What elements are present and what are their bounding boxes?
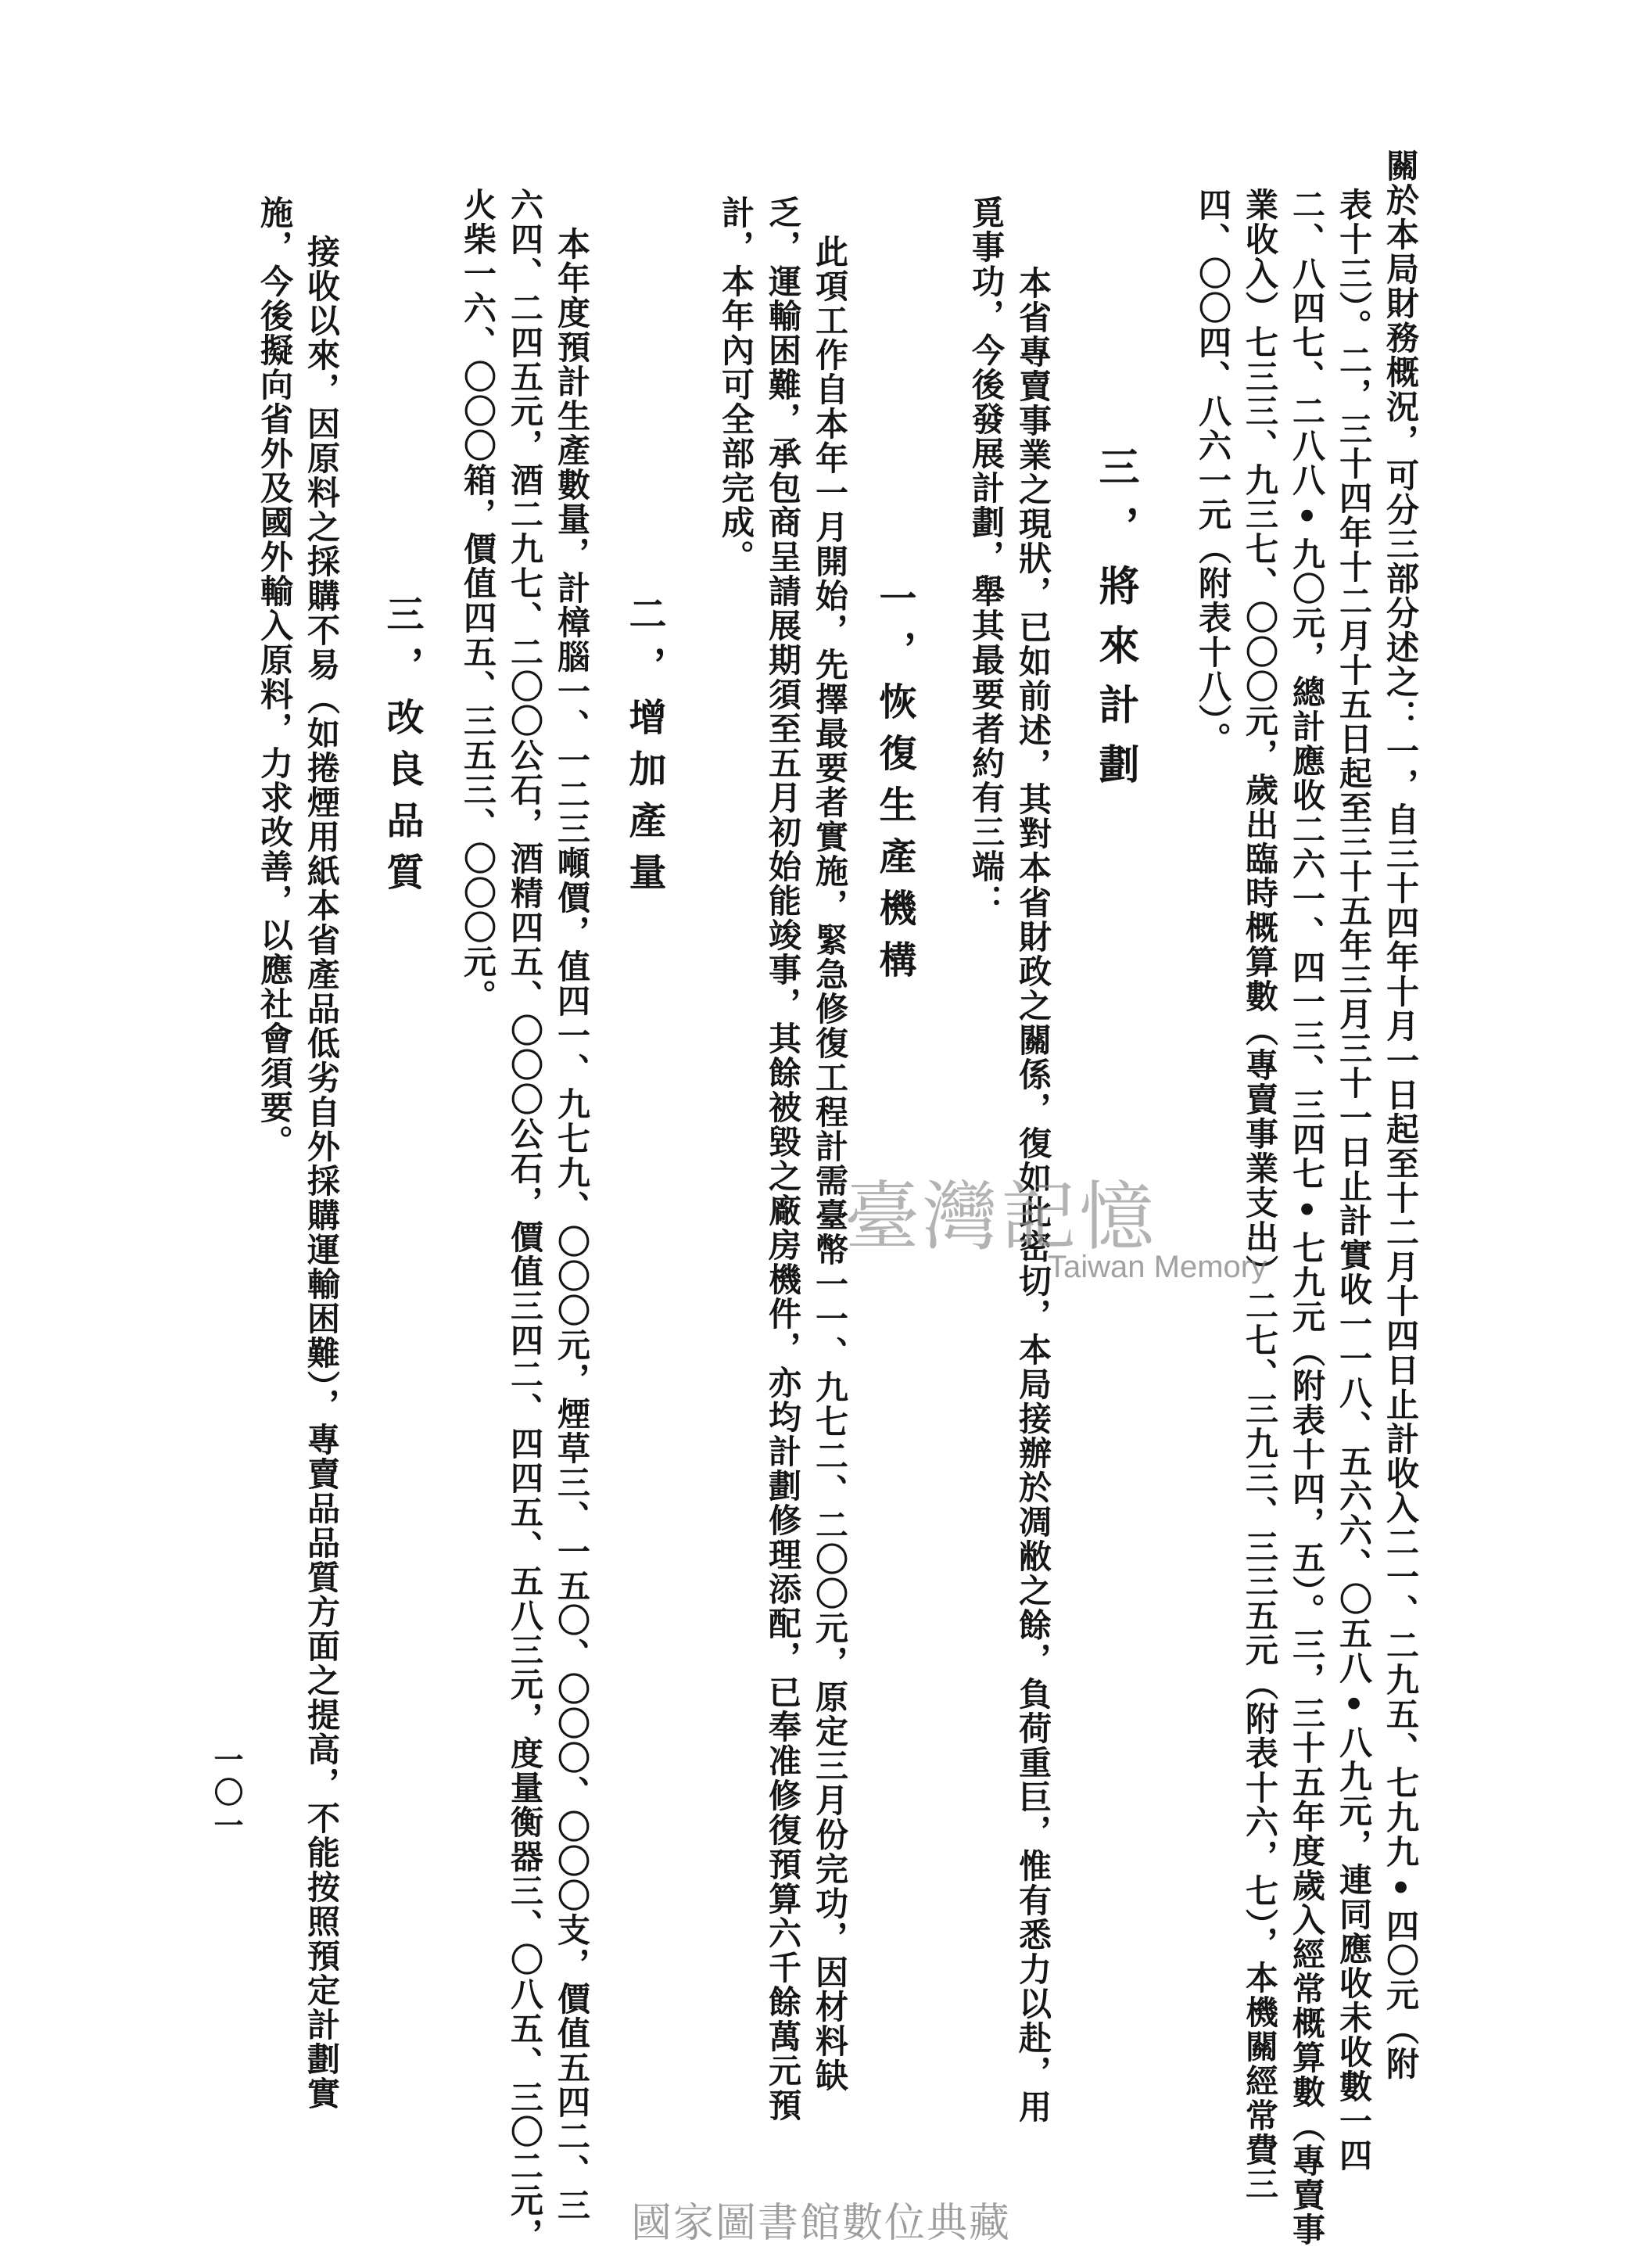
text-column: 關於本局財務概況，可分三部分述之：一，自三十四年十月一日起至十二月十四日止計收入二一、二九五、七九九•四〇元（附 [1382, 149, 1420, 2081]
section-heading: 三，將來計劃 [1092, 446, 1139, 802]
text-column: 本省專賣事業之現狀，已如前述，其對本省財政之關係，復如此密切，本局接辦於凋敝之餘，負荷重巨，惟有悉力以赴，用 [1014, 266, 1052, 2124]
text-column: 四、〇〇四、八六一元（附表十八）。 [1194, 188, 1232, 756]
text-column: 覓事功，今後發展計劃，舉其最要者約有三端： [967, 196, 1006, 918]
text-column: 乏，運輸困難，承包商呈請展期須至五月初始能竣事，其餘被毀之廠房機件，亦均計劃修理添配，已奉准修復預算六千餘萬元預 [764, 196, 802, 2123]
watermark-subtitle: Taiwan Memory [1048, 1250, 1267, 1284]
text-column: 本年度預計生產數量，計樟腦一、一二三噸價，值四一、九七九、〇〇〇元，煙草三、一五〇、〇〇〇、〇〇〇支，價值五四二、三 [553, 227, 591, 2223]
text-column: 接收以來，因原料之採購不易（如捲煙用紙本省產品低劣自外採購運輸困難），專賣品品質方面之提高，不能按照預定計劃實 [303, 235, 341, 2111]
text-column: 此項工作自本年一月開始，先擇最要者實施，緊急修復工程計需臺幣一一、九七二、二〇〇元，原定三月份完功，因材料缺 [811, 235, 849, 2093]
text-column: 計，本年內可全部完成。 [717, 196, 755, 574]
text-column: 表十三）。二，三十四年十二月十五日起至三十五年三月三十一日止計實收一一八、五六六、〇五八•八九元，連同應收未收數一四 [1335, 188, 1373, 2173]
subsection-heading: 二，增加產量 [622, 594, 666, 904]
subsection-heading: 三，改良品質 [380, 594, 424, 904]
text-column: 二、八四七、二八八•九〇元，總計應收二六一、四一三、三四七•七九元（附表十四，五）。三，三十五年度歲入經常概算數（專賣事 [1288, 188, 1326, 2247]
text-column: 施，今後擬向省外及國外輸入原料，力求改善，以應社會須要。 [256, 196, 294, 1159]
text-column: 火柴一六、〇〇〇箱，價值四五、三五三、〇〇〇元。 [459, 188, 497, 1014]
text-column: 六四、二四五元，酒二九七、二〇〇公石，酒精四五、〇〇〇公石，價值三四二、四四五、五八三元，度量衡器三、〇八五、三〇二元， [506, 188, 544, 2252]
subsection-heading: 一，恢復生產機構 [873, 579, 916, 992]
archive-footer: 國家圖書館數位典藏 [630, 2200, 1011, 2247]
text-column: 業收入）七三三、九三七、〇〇〇元，歲出臨時概算數（專賣事業支出）二七、三九三、三三五元（附表十六，七），本機關經常費三 [1241, 188, 1279, 2202]
page-number: 一〇一 [209, 1744, 244, 1843]
watermark-title: 臺灣記憶 [844, 1173, 1157, 1261]
